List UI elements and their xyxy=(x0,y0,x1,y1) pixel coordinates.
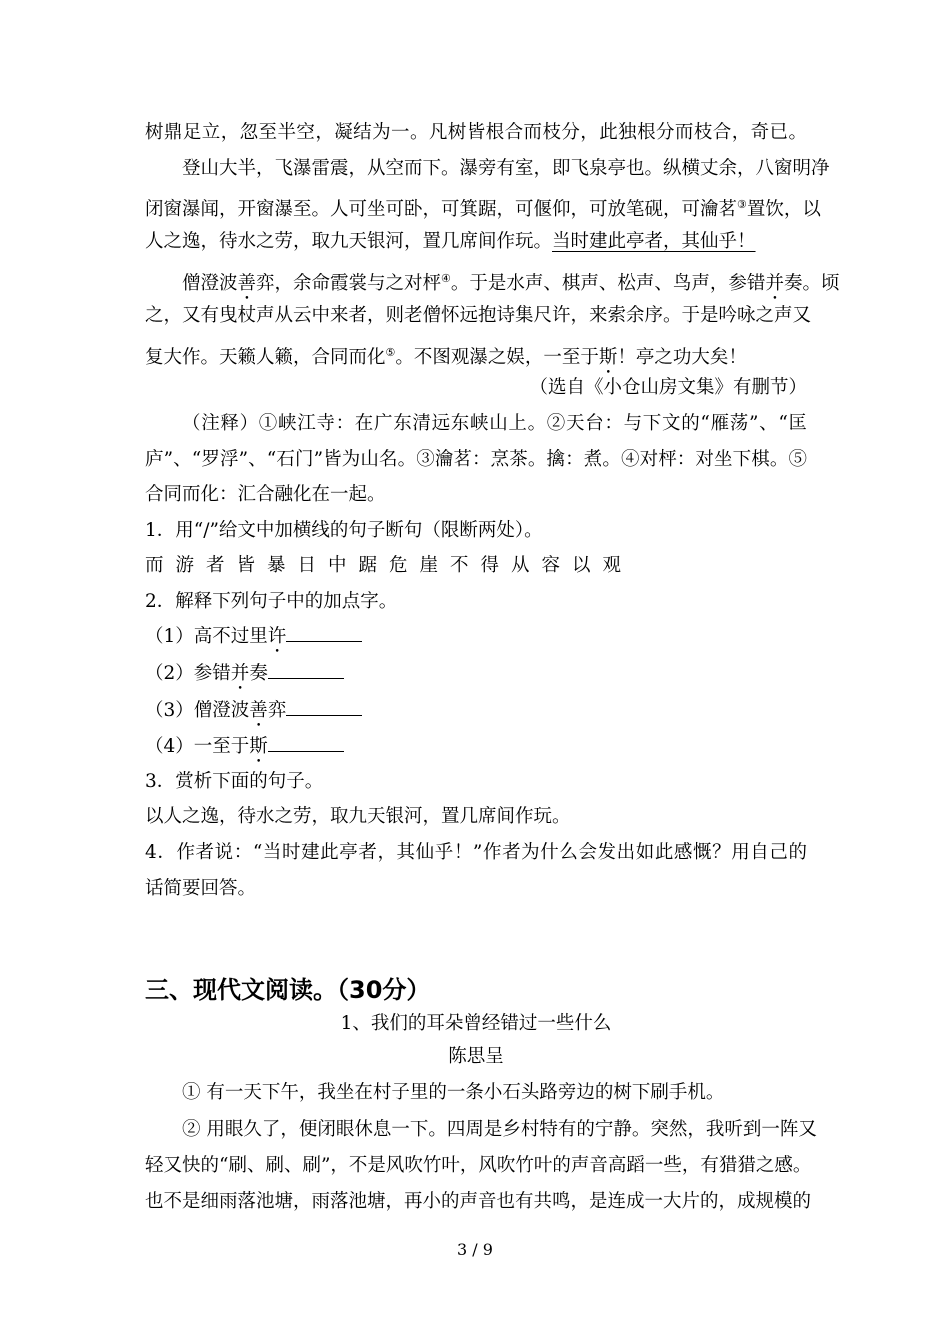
article-title: 1、我们的耳朵曾经错过一些什么 xyxy=(340,1013,612,1034)
text: 。不图观瀑之娱，一至于 xyxy=(395,347,599,369)
question-3: 3．赏析下面的句子。 xyxy=(145,771,324,792)
text: ！亭之功大矣！ xyxy=(617,347,747,369)
passage-line xyxy=(145,340,807,378)
text: 弈，余命霞裳与之对枰 xyxy=(256,273,442,295)
paragraph: ② 用眼久了，便闭眼休息一下。四周是乡村特有的宁静。突然，我听到一阵又 xyxy=(182,1119,817,1140)
dotted-char: 善 xyxy=(249,700,268,721)
text: 置饮，以 xyxy=(746,199,821,221)
text: 高不过里 xyxy=(193,626,268,647)
text: 僧澄波 xyxy=(193,700,250,721)
question-2-item xyxy=(145,660,807,694)
underlined-sentence: 当时建此亭者，其仙乎！ xyxy=(552,231,756,252)
question-4: 4．作者说：“当时建此亭者，其仙乎！”作者为什么会发出如此感慨？用自己的 xyxy=(145,842,807,863)
question-1-text: 而游者皆暴日中踞危崖不得从容以观 xyxy=(145,555,634,576)
footnote-ref: ⑤ xyxy=(385,346,396,359)
answer-blank[interactable] xyxy=(286,623,362,642)
dotted-char: 斯 xyxy=(249,736,268,757)
source-citation: （选自《小仓山房文集》有删节） xyxy=(529,377,807,398)
answer-blank[interactable] xyxy=(286,697,362,716)
question-2-item xyxy=(145,733,807,767)
article-author: 陈思呈 xyxy=(448,1046,504,1067)
text: 复大作。天籁人籁，合同而化 xyxy=(145,347,386,369)
item-number: （3） xyxy=(145,700,194,721)
dotted-char: 并 xyxy=(230,663,250,684)
note-line: 合同而化：汇合融化在一起。 xyxy=(145,484,386,505)
passage-line xyxy=(182,266,840,304)
question-4-cont: 话简要回答。 xyxy=(145,878,257,899)
dotted-char: 并 xyxy=(765,273,784,295)
paragraph-line: 也不是细雨落池塘，雨落池塘，再小的声音也有共鸣，是连成一大片的，成规模的 xyxy=(145,1191,812,1212)
note-line: 庐”、“罗浮”、“石门”皆为山名。③瀹茗：烹茶。擒：煮。④对枰：对坐下棋。⑤ xyxy=(145,449,807,470)
dotted-char: 斯 xyxy=(598,347,618,369)
text: 奏 xyxy=(249,663,268,684)
question-2: 2．解释下列句子中的加点字。 xyxy=(145,591,398,612)
passage-line: 树鼎足立，忽至半空，凝结为一。凡树皆根合而枝分，此独根分而枝合，奇已。 xyxy=(145,122,807,143)
note-line: （注释）①峡江寺：在广东清远东峡山上。②天台：与下文的“雁荡”、“匡 xyxy=(182,413,807,434)
question-2-item xyxy=(145,623,807,657)
text: 人之逸，待水之劳，取九天银河，置几席间作玩。 xyxy=(145,231,553,252)
passage-line xyxy=(145,192,821,223)
paragraph-line: 轻又快的“刷、刷、刷”，不是风吹竹叶，风吹竹叶的声音高蹈一些，有猎猎之感。 xyxy=(145,1155,812,1176)
question-2-item xyxy=(145,697,807,731)
section-heading: 三、现代文阅读。（30分） xyxy=(145,976,431,1004)
text: 奏。顷 xyxy=(783,273,840,295)
text: 闭窗瀑闻，开窗瀑至。人可坐可卧，可箕踞，可偃仰，可放笔砚，可瀹茗 xyxy=(145,199,738,221)
passage-line: 之，又有曳杖声从云中来者，则老僧怀远抱诗集尺许，来索余序。于是吟咏之声又 xyxy=(145,305,812,326)
footnote-ref: ④ xyxy=(441,272,451,285)
item-number: （1） xyxy=(145,626,194,647)
item-number: （2） xyxy=(145,663,194,684)
dotted-char: 许 xyxy=(267,626,287,647)
dotted-char: 善 xyxy=(237,273,257,295)
answer-blank[interactable] xyxy=(268,660,344,679)
page-number: 3 / 9 xyxy=(457,1240,493,1259)
passage-line: 登山大半，飞瀑雷震，从空而下。瀑旁有室，即飞泉亭也。纵横丈余，八窗明净 xyxy=(182,158,830,179)
question-1: 1．用“/”给文中加横线的句子断句（限断两处）。 xyxy=(145,520,543,541)
item-number: （4） xyxy=(145,736,194,757)
text: 弈 xyxy=(267,700,287,721)
footnote-ref: ③ xyxy=(737,198,747,211)
text: 一至于 xyxy=(193,736,250,757)
passage-line xyxy=(145,229,807,255)
text: 参错 xyxy=(193,663,231,684)
text: 。于是水声、棋声、松声、鸟声，参错 xyxy=(450,273,766,295)
paragraph: ① 有一天下午，我坐在村子里的一条小石头路旁边的树下刷手机。 xyxy=(182,1082,725,1103)
answer-blank[interactable] xyxy=(268,733,344,752)
question-3-text: 以人之逸，待水之劳，取九天银河，置几席间作玩。 xyxy=(145,806,571,827)
text: 僧澄波 xyxy=(182,273,238,295)
